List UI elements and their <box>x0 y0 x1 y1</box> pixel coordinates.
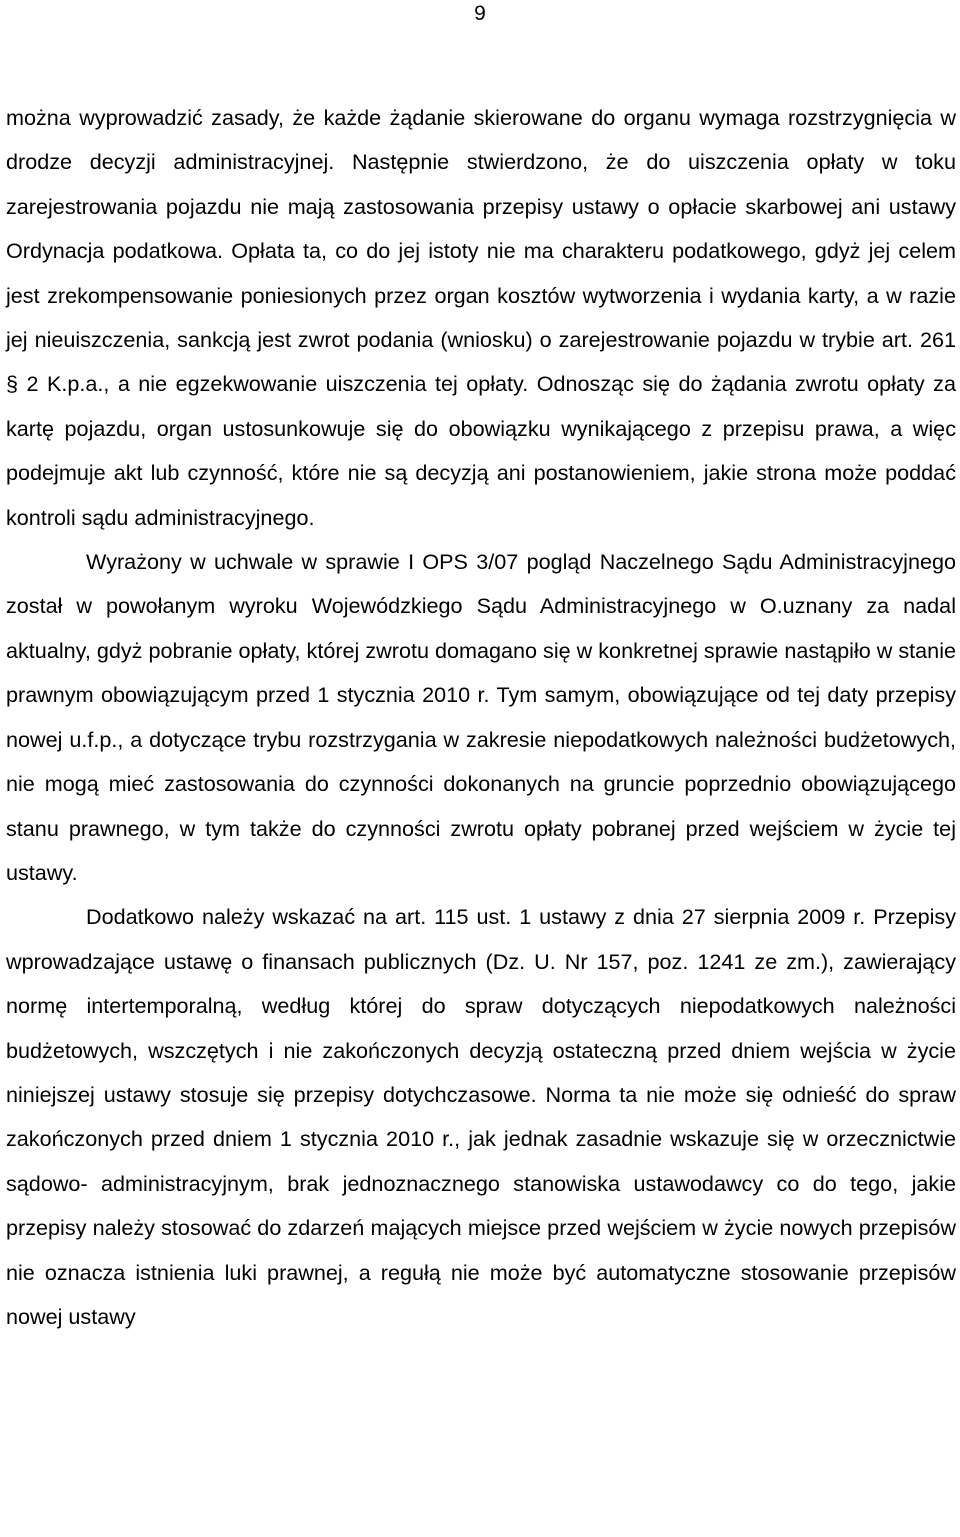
paragraph-3: Dodatkowo należy wskazać na art. 115 ust. 1 ustawy z dnia 27 sierpnia 2009 r. Przepisy wprowadzające ustawę o finansach publicznych (Dz. U. Nr 157, poz. 1241 ze zm.), zawierający normę intertemporalną, według której do spraw dotyczących niepodatkowych należności budżetowych, wszczętych i nie zakończonych decyzją ostateczną przed dniem wejścia w życie niniejszej ustawy stosuje się przepisy dotychczasowe. Norma ta nie może się odnieść do spraw zakończonych przed dniem 1 stycznia 2010 r., jak jednak zasadnie wskazuje się w orzecznictwie sądowo- administracyjnym, brak jednoznacznego stanowiska ustawodawcy co do tego, jakie przepisy należy stosować do zdarzeń mających miejsce przed wejściem w życie nowych przepisów nie oznacza istnienia luki prawnej, a regułą nie może być automatyczne stosowanie przepisów nowej ustawy <box>6 904 956 1329</box>
paragraph-1: można wyprowadzić zasady, że każde żądanie skierowane do organu wymaga rozstrzygnięcia w drodze decyzji administracyjnej. Następnie stwierdzono, że do uiszczenia opłaty w toku zarejestrowania pojazdu nie mają zastosowania przepisy ustawy o opłacie skarbowej ani ustawy Ordynacja podatkowa. Opłata ta, co do jej istoty nie ma charakteru podatkowego, gdyż jej celem jest zrekompensowanie poniesionych przez organ kosztów wytworzenia i wydania karty, a w razie jej nieuiszczenia, sankcją jest zwrot podania (wniosku) o zarejestrowanie pojazdu w trybie art. 261 § 2 K.p.a., a nie egzekwowanie uiszczenia tej opłaty. Odnosząc się do żądania zwrotu opłaty za kartę pojazdu, organ ustosunkowuje się do obowiązku wynikającego z przepisu prawa, a więc podejmuje akt lub czynność, które nie są decyzją ani postanowieniem, jakie strona może poddać kontroli sądu administracyjnego. <box>6 105 956 530</box>
document-body <box>6 96 956 1339</box>
paragraph-2: Wyrażony w uchwale w sprawie I OPS 3/07 pogląd Naczelnego Sądu Administracyjnego został w powołanym wyroku Wojewódzkiego Sądu Administracyjnego w O.uznany za nadal aktualny, gdyż pobranie opłaty, której zwrotu domagano się w konkretnej sprawie nastąpiło w stanie prawnym obowiązującym przed 1 stycznia 2010 r. Tym samym, obowiązujące od tej daty przepisy nowej u.f.p., a dotyczące trybu rozstrzygania w zakresie niepodatkowych należności budżetowych, nie mogą mieć zastosowania do czynności dokonanych na gruncie poprzednio obowiązującego stanu prawnego, w tym także do czynności zwrotu opłaty pobranej przed wejściem w życie tej ustawy. <box>6 549 956 885</box>
page-number: 9 <box>474 2 486 25</box>
